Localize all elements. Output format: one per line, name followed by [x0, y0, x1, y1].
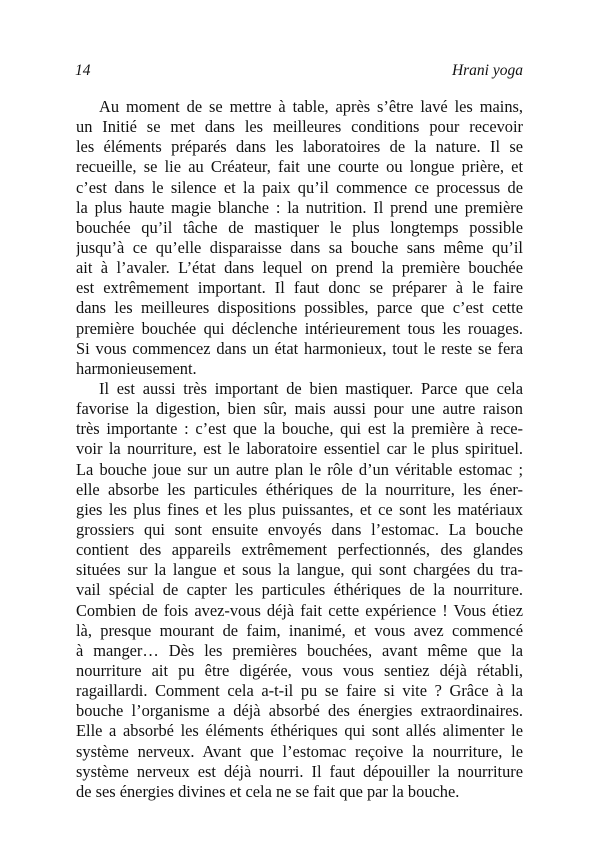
text-line: contient des appareils extrêmement perfectionnés, des glandes — [76, 540, 523, 560]
text-line: Il est aussi très important de bien mastiquer. Parce que cela — [99, 378, 523, 398]
text-line: harmonieusement. — [76, 358, 197, 378]
text-line: système nerveux est déjà nourri. Il faut dépouiller la nourriture — [76, 761, 523, 781]
text-line: dans les meilleures dispositions possibles, parce que c’est cette — [76, 298, 523, 318]
text-line: situées sur la langue et sous la langue, qui sont chargées du tra- — [76, 560, 523, 580]
text-line: très importante : c’est que la bouche, qui est la première à rece- — [76, 419, 523, 439]
text-line: Combien de fois avez-vous déjà fait cette expérience ! Vous étiez — [76, 600, 523, 620]
text-line: est extrêmement important. Il faut donc se préparer à le faire — [76, 278, 523, 298]
running-head — [73, 61, 523, 81]
text-line: là, presque mourant de faim, inanimé, et vous avez commencé — [76, 620, 523, 640]
text-line: système nerveux. Avant que l’estomac reçoive la nourriture, le — [76, 741, 523, 761]
text-line: Au moment de se mettre à table, après s’être lavé les mains, — [99, 97, 523, 116]
text-line: La bouche joue sur un autre plan le rôle d’un véritable estomac ; — [76, 459, 523, 479]
text-line: première bouchée qui déclenche intérieurement tous les rouages. — [76, 318, 523, 338]
paragraphs — [76, 97, 523, 802]
text-line: ragaillardi. Comment cela a-t-il pu se faire si vite ? Grâce à la — [76, 681, 523, 701]
text-line: Si vous commencez dans un état harmonieux, tout le reste se fera — [76, 338, 523, 358]
text-line: recueille, se lie au Créateur, fait une courte ou longue prière, et — [76, 157, 523, 177]
text-line: Elle a absorbé les éléments éthériques qui sont allés alimenter le — [76, 721, 523, 741]
text-line: elle absorbe les particules éthériques de la nourriture, les éner- — [76, 479, 523, 499]
text-line: voir la nourriture, est le laboratoire essentiel car le plus spirituel. — [76, 439, 523, 459]
text-line: les éléments préparés dans les laboratoires de la nature. Il se — [76, 137, 523, 157]
text-line: bouchée qu’il tâche de mastiquer le plus longtemps possible — [76, 217, 523, 237]
text-line: un Initié se met dans les meilleures conditions pour recevoir — [76, 117, 523, 137]
text-line: gies les plus fines et les plus puissantes, et ce sont les matériaux — [76, 499, 523, 519]
text-line: à manger… Dès les premières bouchées, avant même que la — [76, 640, 523, 660]
text-line: vail spécial de capter les particules éthériques de la nourriture. — [76, 580, 523, 600]
paragraph — [76, 379, 523, 802]
text-line: favorise la digestion, bien sûr, mais aussi pour une autre raison — [76, 399, 523, 419]
text-line: ait à l’avaler. L’état dans lequel on prend la première bouchée — [76, 258, 523, 278]
body-text — [76, 97, 523, 802]
paragraph — [76, 97, 523, 379]
text-line: grossiers qui sont ensuite envoyés dans l’estomac. La bouche — [76, 519, 523, 539]
text-line: c’est dans le silence et la paix qu’il commence ce processus de — [76, 177, 523, 197]
running-title: Hrani yoga — [451, 62, 523, 79]
page-number: 14 — [75, 62, 91, 79]
text-line: nourriture ait pu être digérée, vous vous sentiez déjà rétabli, — [76, 660, 523, 680]
text-line: de ses énergies divines et cela ne se fait que par la bouche. — [76, 781, 460, 801]
text-line: bouche l’organisme a déjà absorbé des énergies extraordinaires. — [76, 701, 523, 721]
text-line: la plus haute magie blanche : la nutrition. Il prend une première — [76, 197, 523, 217]
text-line: jusqu’à ce qu’elle disparaisse dans sa bouche sans même qu’il — [76, 237, 523, 257]
